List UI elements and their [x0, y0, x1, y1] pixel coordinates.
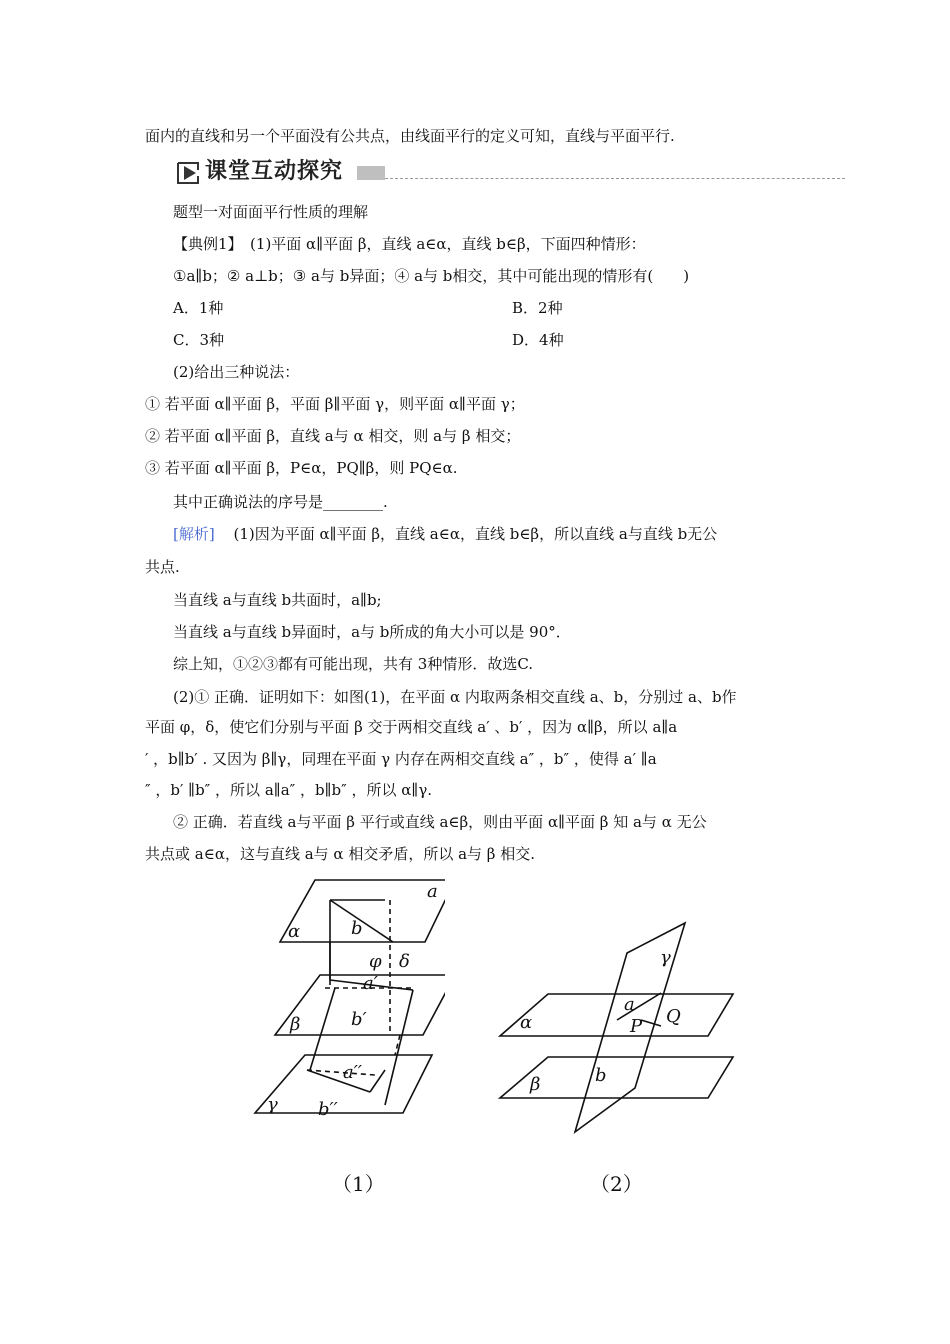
plane-alpha: [500, 994, 733, 1036]
fig1-label-a-prime: a′: [363, 973, 378, 994]
figure-2-caption: （2）: [590, 1172, 643, 1196]
banner-rule: [385, 178, 845, 179]
fig1-label-b: b: [351, 918, 363, 939]
fig1-label-a-double-prime: a′′: [343, 1062, 362, 1083]
fig2-label-alpha: α: [520, 1012, 533, 1033]
option-c: C．3种: [173, 331, 225, 349]
fig1-label-a: a: [427, 881, 438, 902]
fig1-label-phi: φ: [369, 951, 382, 972]
solution-line-4: 当直线 a与直线 b异面时，a与 b所成的角大小可以是 90°．: [173, 623, 571, 641]
solution-line-3: 当直线 a与直线 b共面时，a∥b;: [173, 591, 382, 609]
figure-1-caption: （1）: [332, 1172, 385, 1196]
statement-1: ① 若平面 α∥平面 β，平面 β∥平面 γ，则平面 α∥平面 γ；: [145, 395, 525, 413]
fig1-label-delta: δ: [399, 951, 410, 972]
fig2-label-q: Q: [666, 1006, 681, 1027]
solution-line-8: ′ ，b∥b′ . 又因为 β∥γ，同理在平面 γ 内存在两相交直线 a″ ，b″ ，使得 a′ ∥a: [145, 750, 657, 768]
option-d: D．4种: [512, 331, 564, 349]
solution-line-1: [173, 524, 717, 544]
section-heading: 题型一对面面平行性质的理解: [173, 203, 369, 221]
section-banner: [175, 158, 847, 188]
fig2-label-gamma: γ: [660, 947, 671, 968]
fig2-label-p: P: [630, 1016, 643, 1037]
solution-p1-text: (1)因为平面 α∥平面 β，直线 a∈α，直线 b∈β，所以直线 a与直线 b无公: [233, 525, 718, 543]
figure-1-diagram: [245, 870, 445, 1130]
solution-line-6: (2)① 正确．证明如下：如图(1)，在平面 α 内取两条相交直线 a、b，分别过 a、b作: [173, 688, 737, 706]
fig1-label-gamma: γ: [267, 1094, 278, 1115]
figure-2-diagram: [495, 918, 735, 1138]
solution-line-11: 共点或 a∈α，这与直线 a与 α 相交矛盾，所以 a与 β 相交.: [145, 845, 536, 863]
fig1-label-b-double-prime: b′′: [318, 1099, 338, 1120]
solution-line-5: 综上知，①②③都有可能出现，共有 3种情形．故选C.: [173, 655, 534, 673]
part2-intro: (2)给出三种说法：: [173, 363, 300, 381]
fig2-label-b: b: [595, 1065, 607, 1086]
example-intro: 【典例1】 (1)平面 α∥平面 β，直线 a∈α，直线 b∈β，下面四种情形：: [173, 235, 646, 253]
option-b: B．2种: [512, 299, 563, 317]
arrow-box-icon: [175, 160, 201, 186]
fig1-label-beta: β: [290, 1014, 301, 1035]
example-cases: ①a∥b；② a⊥b；③ a与 b异面；④ a与 b相交，其中可能出现的情形有( ): [173, 267, 690, 285]
fig1-label-alpha: α: [288, 921, 301, 942]
solution-line-10: ② 正确．若直线 a与平面 β 平行或直线 a∈β，则由平面 α∥平面 β 知 a与 α 无公: [173, 813, 707, 831]
question: 其中正确说法的序号是________.: [173, 493, 388, 511]
statement-2: ② 若平面 α∥平面 β，直线 a与 α 相交，则 a与 β 相交；: [145, 427, 521, 445]
solution-line-2: 共点.: [145, 558, 180, 576]
solution-line-9: ″ ，b′ ∥b″ ，所以 a∥a″ ，b∥b″ ，所以 α∥γ.: [145, 781, 433, 799]
statement-3: ③ 若平面 α∥平面 β，P∈α，PQ∥β，则 PQ∈α.: [145, 459, 458, 477]
solution-tag: [解析]: [173, 525, 215, 543]
fig2-label-beta: β: [530, 1074, 541, 1095]
solution-line-7: 平面 φ，δ，使它们分别与平面 β 交于两相交直线 a′ 、b′ ，因为 α∥β，所以 a∥a: [145, 718, 678, 736]
fig1-label-b-prime: b′: [351, 1009, 367, 1030]
page-top-line: 面内的直线和另一个平面没有公共点，由线面平行的定义可知，直线与平面平行.: [145, 127, 675, 145]
option-a: A．1种: [173, 299, 224, 317]
banner-block: [357, 166, 385, 180]
banner-title: 课堂互动探究: [205, 159, 344, 184]
fig2-label-a: a: [624, 994, 635, 1015]
